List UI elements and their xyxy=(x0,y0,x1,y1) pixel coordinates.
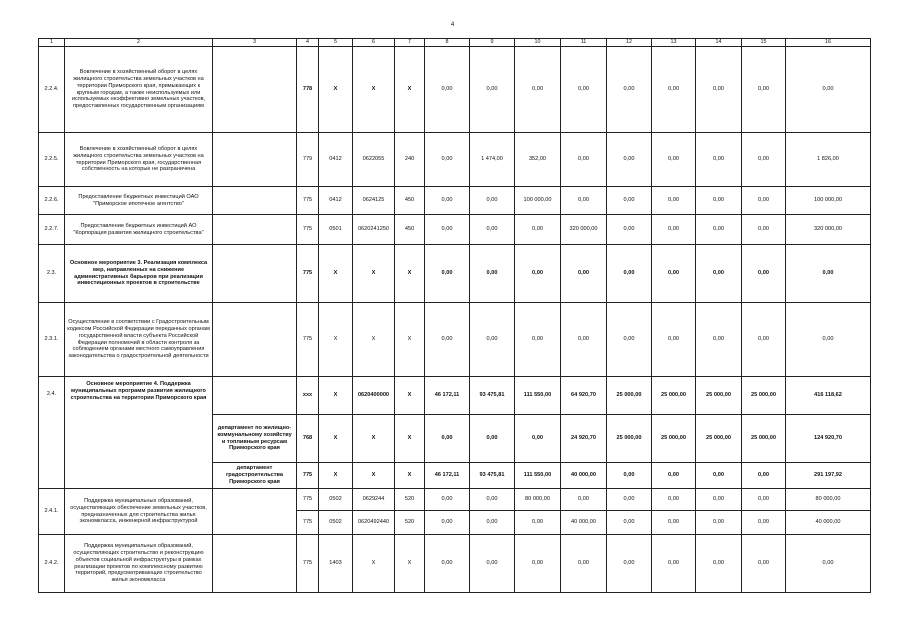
cell-vr: 240 xyxy=(395,133,425,187)
cell-value: 0,00 xyxy=(696,303,742,377)
cell-vr: X xyxy=(395,303,425,377)
cell-value: 100 000,00 xyxy=(515,187,561,215)
row-executor xyxy=(213,489,297,535)
row-description: Основное мероприятие 3. Реализация комплекса мер, направленных на снижение административных барьеров при реализации инвестиционных проектов в строительстве xyxy=(65,245,213,303)
cell-value: 80 000,00 xyxy=(515,489,561,511)
cell-value: 0,00 xyxy=(607,463,652,489)
cell-value: 0,00 xyxy=(652,463,696,489)
cell-rzpr: 0501 xyxy=(319,215,353,245)
cell-value: 0,00 xyxy=(515,535,561,593)
row-executor: департамент по жилищно-коммунальному хозяйству и топливным ресурсам Приморского края xyxy=(213,415,297,463)
cell-total: 320 000,00 xyxy=(786,215,871,245)
cell-value: 25 000,00 xyxy=(742,415,786,463)
cell-value: 0,00 xyxy=(607,187,652,215)
header-cell: 11 xyxy=(561,39,607,47)
cell-grbs: 775 xyxy=(297,187,319,215)
cell-grbs: 775 xyxy=(297,489,319,511)
cell-value: 1 474,00 xyxy=(470,133,515,187)
cell-value: 0,00 xyxy=(515,47,561,133)
row-executor xyxy=(213,215,297,245)
cell-value: 0,00 xyxy=(696,511,742,535)
cell-value: 0,00 xyxy=(425,133,470,187)
cell-value: 0,00 xyxy=(742,463,786,489)
cell-value: 0,00 xyxy=(425,535,470,593)
cell-total: 291 197,92 xyxy=(786,463,871,489)
cell-value: 0,00 xyxy=(696,215,742,245)
cell-value: 0,00 xyxy=(652,511,696,535)
cell-value: 0,00 xyxy=(696,187,742,215)
row-number: 2.2.5. xyxy=(39,133,65,187)
row-number: 2.4.1. xyxy=(39,489,65,535)
cell-total: 416 118,62 xyxy=(786,377,871,415)
cell-value: 0,00 xyxy=(742,535,786,593)
cell-rzpr: X xyxy=(319,377,353,415)
table-row xyxy=(39,133,871,187)
cell-value: 352,00 xyxy=(515,133,561,187)
header-cell: 3 xyxy=(213,39,297,47)
row-description: Осуществление в соответствии с Градостроительным кодексом Российской Федерации переданных органам государственной власти субъекта Российской Федерации полномочий в области контроля за соблюдением органами местного самоуправления законодательства о градостроительной деятельности xyxy=(65,303,213,377)
cell-value: 0,00 xyxy=(652,535,696,593)
cell-value: 0,00 xyxy=(607,511,652,535)
table-row xyxy=(39,187,871,215)
cell-vr: X xyxy=(395,415,425,463)
cell-value: 0,00 xyxy=(425,47,470,133)
header-cell: 2 xyxy=(65,39,213,47)
cell-value: 25 000,00 xyxy=(607,415,652,463)
cell-value: 0,00 xyxy=(652,489,696,511)
cell-value: 0,00 xyxy=(742,489,786,511)
cell-value: 0,00 xyxy=(742,187,786,215)
cell-value: 0,00 xyxy=(425,187,470,215)
page-number: 4 xyxy=(450,22,455,28)
cell-grbs: 775 xyxy=(297,535,319,593)
cell-value: 40 000,00 xyxy=(561,463,607,489)
cell-value: 0,00 xyxy=(742,245,786,303)
cell-value: 25 000,00 xyxy=(696,415,742,463)
cell-value: 0,00 xyxy=(561,535,607,593)
cell-value: 0,00 xyxy=(515,511,561,535)
header-cell: 9 xyxy=(470,39,515,47)
cell-value: 64 920,70 xyxy=(561,377,607,415)
cell-grbs: 779 xyxy=(297,133,319,187)
cell-value: 0,00 xyxy=(425,415,470,463)
cell-total: 0,00 xyxy=(786,303,871,377)
cell-value: 0,00 xyxy=(607,535,652,593)
cell-value: 111 550,00 xyxy=(515,463,561,489)
cell-total: 100 000,00 xyxy=(786,187,871,215)
row-number: 2.4.2. xyxy=(39,535,65,593)
cell-value: 0,00 xyxy=(561,489,607,511)
cell-value: 25 000,00 xyxy=(742,377,786,415)
table-row xyxy=(39,215,871,245)
row-description: Вовлечение в хозяйственный оборот в целях жилищного строительства земельных участков на территории Приморского края, государственная собственность на которые не разграничена xyxy=(65,133,213,187)
cell-value: 0,00 xyxy=(652,187,696,215)
cell-grbs: 775 xyxy=(297,463,319,489)
cell-csr: X xyxy=(353,245,395,303)
row-description: Предоставление бюджетных инвестиций АО "Корпорация развития жилищного строительства" xyxy=(65,215,213,245)
cell-csr: 0620241250 xyxy=(353,215,395,245)
cell-value: 0,00 xyxy=(742,511,786,535)
cell-grbs: 778 xyxy=(297,47,319,133)
cell-value: 0,00 xyxy=(607,303,652,377)
header-cell: 1 xyxy=(39,39,65,47)
row-executor xyxy=(213,47,297,133)
row-number: 2.2.4. xyxy=(39,47,65,133)
cell-value: 0,00 xyxy=(470,303,515,377)
cell-rzpr: 1403 xyxy=(319,535,353,593)
cell-value: 25 000,00 xyxy=(652,415,696,463)
cell-value: 0,00 xyxy=(470,489,515,511)
cell-total: 40 000,00 xyxy=(786,511,871,535)
header-cell: 15 xyxy=(742,39,786,47)
cell-rzpr: 0412 xyxy=(319,187,353,215)
cell-value: 0,00 xyxy=(425,303,470,377)
cell-value: 40 000,00 xyxy=(561,511,607,535)
cell-value: 111 550,00 xyxy=(515,377,561,415)
cell-value: 0,00 xyxy=(652,245,696,303)
row-description: Основное мероприятие 4. Поддержка муниципальных программ развития жилищного строительства на территории Приморского края xyxy=(65,377,213,489)
cell-value: 0,00 xyxy=(470,245,515,303)
cell-rzpr: 0502 xyxy=(319,489,353,511)
cell-value: 0,00 xyxy=(561,187,607,215)
cell-value: 0,00 xyxy=(696,463,742,489)
cell-grbs: 775 xyxy=(297,245,319,303)
cell-value: 0,00 xyxy=(561,303,607,377)
cell-csr: 0620492440 xyxy=(353,511,395,535)
cell-value: 0,00 xyxy=(425,245,470,303)
cell-csr: 0620400000 xyxy=(353,377,395,415)
row-description: Предоставление бюджетных инвестиций ОАО "Приморское ипотечное агентство" xyxy=(65,187,213,215)
cell-vr: 520 xyxy=(395,511,425,535)
row-executor xyxy=(213,245,297,303)
cell-csr: 0622055 xyxy=(353,133,395,187)
row-executor xyxy=(213,535,297,593)
header-cell: 16 xyxy=(786,39,871,47)
header-cell: 4 xyxy=(297,39,319,47)
cell-vr: X xyxy=(395,47,425,133)
cell-value: 0,00 xyxy=(742,303,786,377)
budget-table xyxy=(38,38,871,593)
cell-total: 80 000,00 xyxy=(786,489,871,511)
cell-vr: 520 xyxy=(395,489,425,511)
row-executor: департамент градостроительства Приморского края xyxy=(213,463,297,489)
row-description: Поддержка муниципальных образований, осуществляющих обеспечение земельных участков, предназначенных для строительства жилья экономкласса, инженерной инфраструктурой xyxy=(65,489,213,535)
table-header-row xyxy=(39,39,871,47)
cell-value: 0,00 xyxy=(425,511,470,535)
cell-value: 0,00 xyxy=(425,215,470,245)
table-row xyxy=(39,245,871,303)
cell-value: 25 000,00 xyxy=(652,377,696,415)
cell-grbs: 775 xyxy=(297,303,319,377)
cell-rzpr: 0412 xyxy=(319,133,353,187)
table-row xyxy=(39,377,871,415)
row-executor xyxy=(213,187,297,215)
cell-value: 0,00 xyxy=(742,215,786,245)
row-number: 2.4. xyxy=(39,377,65,489)
cell-vr: 450 xyxy=(395,215,425,245)
cell-value: 0,00 xyxy=(470,535,515,593)
cell-value: 0,00 xyxy=(742,47,786,133)
cell-total: 0,00 xyxy=(786,535,871,593)
row-number: 2.2.7. xyxy=(39,215,65,245)
row-executor xyxy=(213,377,297,415)
cell-vr: 450 xyxy=(395,187,425,215)
cell-vr: X xyxy=(395,535,425,593)
table-row xyxy=(39,489,871,511)
header-cell: 13 xyxy=(652,39,696,47)
cell-value: 0,00 xyxy=(607,133,652,187)
cell-total: 0,00 xyxy=(786,245,871,303)
cell-value: 0,00 xyxy=(652,47,696,133)
table-row xyxy=(39,303,871,377)
cell-value: 46 172,11 xyxy=(425,463,470,489)
cell-value: 46 172,11 xyxy=(425,377,470,415)
cell-csr: X xyxy=(353,415,395,463)
header-cell: 12 xyxy=(607,39,652,47)
cell-rzpr: X xyxy=(319,463,353,489)
row-description: Вовлечение в хозяйственный оборот в целях жилищного строительства земельных участков на территории Приморского края, примыкающих к крупным городам, а также неиспользуемых или используемых неэффективно земельных участков, предоставленных государственным организациям xyxy=(65,47,213,133)
cell-value: 25 000,00 xyxy=(696,377,742,415)
cell-grbs: ххх xyxy=(297,377,319,415)
cell-value: 93 475,81 xyxy=(470,377,515,415)
cell-grbs: 775 xyxy=(297,215,319,245)
cell-rzpr: X xyxy=(319,47,353,133)
cell-value: 0,00 xyxy=(696,245,742,303)
header-cell: 14 xyxy=(696,39,742,47)
cell-value: 0,00 xyxy=(652,303,696,377)
row-description: Поддержка муниципальных образований, осуществляющих строительство и реконструкцию объектов социальной инфраструктуры в рамках реализации проектов по комплексному развитию территорий, предусматривающих строительство жилья экономкласса xyxy=(65,535,213,593)
cell-value: 0,00 xyxy=(470,187,515,215)
cell-vr: X xyxy=(395,245,425,303)
cell-value: 0,00 xyxy=(607,47,652,133)
header-cell: 8 xyxy=(425,39,470,47)
header-cell: 6 xyxy=(353,39,395,47)
cell-rzpr: X xyxy=(319,303,353,377)
cell-value: 0,00 xyxy=(696,489,742,511)
cell-value: 0,00 xyxy=(515,415,561,463)
cell-csr: X xyxy=(353,303,395,377)
cell-value: 0,00 xyxy=(742,133,786,187)
row-number: 2.3. xyxy=(39,245,65,303)
cell-value: 0,00 xyxy=(561,133,607,187)
cell-value: 0,00 xyxy=(696,133,742,187)
cell-value: 0,00 xyxy=(470,215,515,245)
cell-value: 0,00 xyxy=(696,47,742,133)
cell-rzpr: X xyxy=(319,245,353,303)
cell-csr: 0629244 xyxy=(353,489,395,511)
cell-vr: X xyxy=(395,377,425,415)
cell-value: 25 000,00 xyxy=(607,377,652,415)
cell-csr: X xyxy=(353,47,395,133)
cell-value: 0,00 xyxy=(515,303,561,377)
cell-value: 0,00 xyxy=(425,489,470,511)
cell-total: 1 826,00 xyxy=(786,133,871,187)
cell-value: 0,00 xyxy=(470,511,515,535)
cell-csr: X xyxy=(353,535,395,593)
header-cell: 7 xyxy=(395,39,425,47)
cell-value: 0,00 xyxy=(652,215,696,245)
header-cell: 5 xyxy=(319,39,353,47)
cell-value: 93 475,81 xyxy=(470,463,515,489)
cell-value: 0,00 xyxy=(607,245,652,303)
cell-value: 0,00 xyxy=(696,535,742,593)
cell-grbs: 768 xyxy=(297,415,319,463)
table-row xyxy=(39,535,871,593)
cell-grbs: 775 xyxy=(297,511,319,535)
cell-value: 0,00 xyxy=(515,215,561,245)
row-executor xyxy=(213,303,297,377)
cell-value: 0,00 xyxy=(561,245,607,303)
cell-vr: X xyxy=(395,463,425,489)
header-cell: 10 xyxy=(515,39,561,47)
cell-value: 0,00 xyxy=(561,47,607,133)
cell-value: 0,00 xyxy=(607,489,652,511)
table-row xyxy=(39,47,871,133)
cell-total: 0,00 xyxy=(786,47,871,133)
cell-value: 0,00 xyxy=(607,215,652,245)
cell-value: 0,00 xyxy=(515,245,561,303)
row-number: 2.3.1. xyxy=(39,303,65,377)
row-number: 2.2.6. xyxy=(39,187,65,215)
cell-csr: 0624125 xyxy=(353,187,395,215)
cell-value: 320 000,00 xyxy=(561,215,607,245)
row-executor xyxy=(213,133,297,187)
cell-rzpr: 0502 xyxy=(319,511,353,535)
cell-value: 0,00 xyxy=(652,133,696,187)
cell-value: 24 920,70 xyxy=(561,415,607,463)
cell-rzpr: X xyxy=(319,415,353,463)
cell-total: 124 920,70 xyxy=(786,415,871,463)
cell-value: 0,00 xyxy=(470,47,515,133)
cell-csr: X xyxy=(353,463,395,489)
cell-value: 0,00 xyxy=(470,415,515,463)
